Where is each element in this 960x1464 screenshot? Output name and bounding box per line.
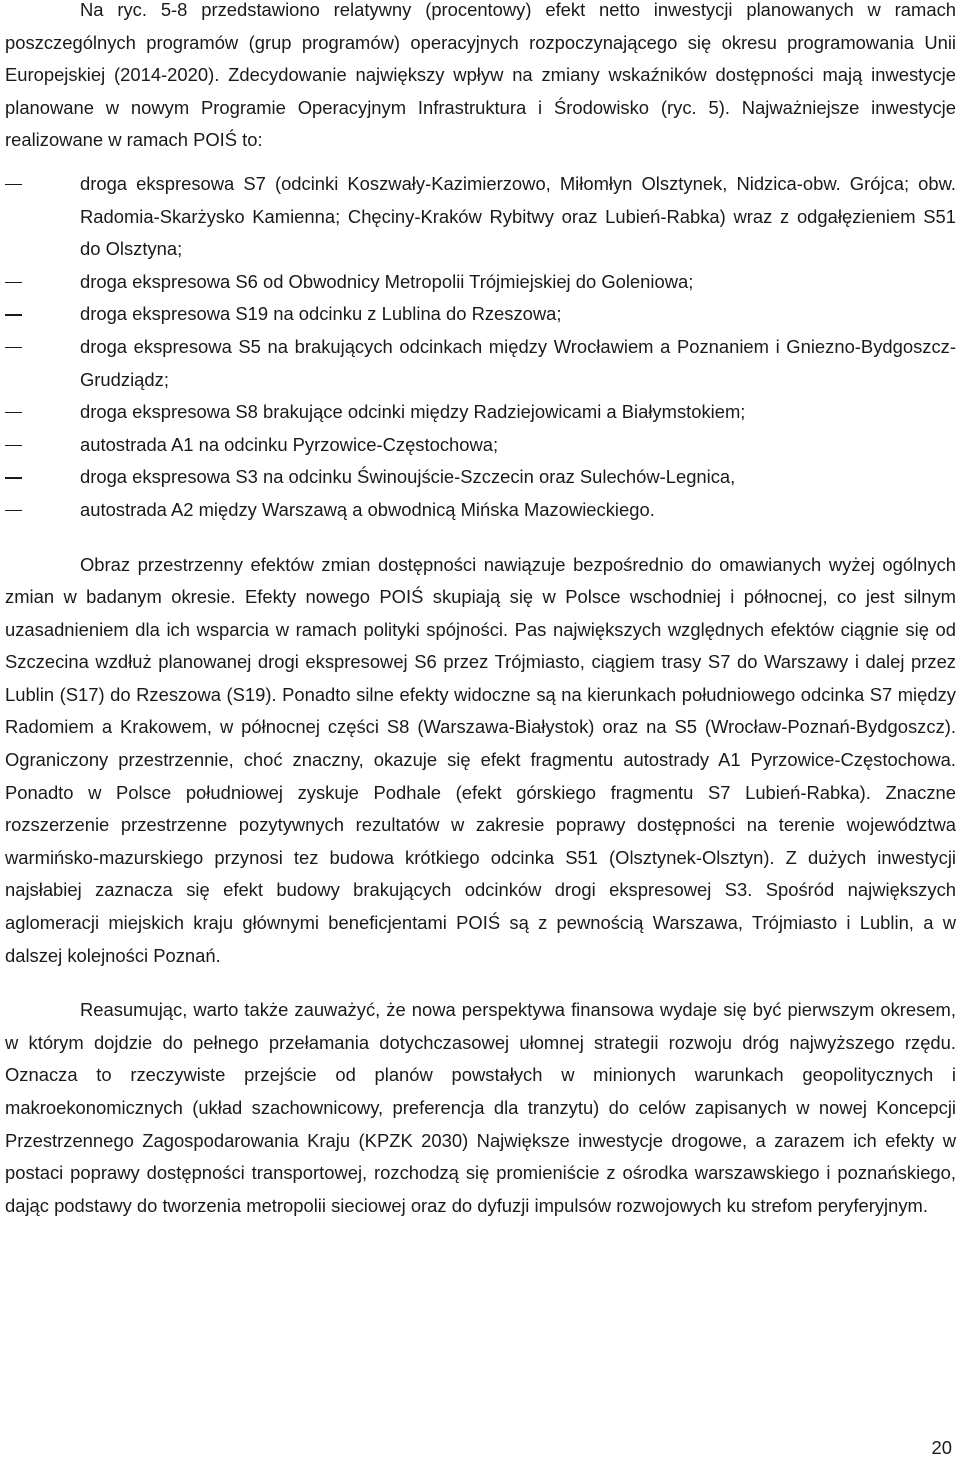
list-item — [5, 396, 956, 429]
list-item-text: droga ekspresowa S6 od Obwodnicy Metropolii Trójmiejskiej do Goleniowa; — [80, 270, 694, 292]
list-item — [5, 461, 956, 494]
summary-paragraph: Reasumując, warto także zauważyć, że nowa perspektywa finansowa wydaje się być pierwszym okresem, w którym dojdzie do pełnego przełamania dotychczasowej ułomnej strategii rozwoju dróg najwyższego rzędu. Oznacza to rzeczywiste przejście od planów powstałych w minionych warunkach geopolitycznych i makroekonomicznych (układ szachownicowy, preferencja dla tranzytu) do celów zapisanych w nowej Koncepcji Przestrzennego Zagospodarowania Kraju (KPZK 2030) Największe inwestycje drogowe, a zarazem ich efekty w postaci poprawy dostępności transportowej, rozchodzą się promieniście z ośrodka warszawskiego i poznańskiego, dając podstawy do tworzenia metropolii sieciowej oraz do dyfuzji impulsów rozwojowych ku strefom peryferyjnym. — [5, 999, 956, 1216]
list-item-text: droga ekspresowa S19 na odcinku z Lublina do Rzeszowa; — [80, 303, 562, 325]
list-item-text: droga ekspresowa S3 na odcinku Świnoujście-Szczecin oraz Sulechów-Legnica, — [80, 466, 736, 488]
list-item-text: autostrada A2 między Warszawą a obwodnicą Mińska Mazowieckiego. — [80, 498, 655, 520]
page-number: 20 — [931, 1437, 952, 1458]
list-item — [5, 494, 956, 527]
intro-paragraph: Na ryc. 5-8 przedstawiono relatywny (procentowy) efekt netto inwestycji planowanych w ramach poszczególnych programów (grup programów) operacyjnych rozpoczynającego się okresu programowania Unii Europejskiej (2014-2020). Zdecydowanie największy wpływ na zmiany wskaźników dostępności mają inwestycje planowane w nowym Programie Operacyjnym Infrastruktura i Środowisko (ryc. 5). Najważniejsze inwestycje realizowane w ramach POIŚ to: — [5, 0, 956, 151]
investment-list — [5, 168, 956, 527]
list-item-text: droga ekspresowa S8 brakujące odcinki między Radziejowicami a Białymstokiem; — [80, 401, 746, 423]
list-item-text: droga ekspresowa S5 na brakujących odcinkach między Wrocławiem a Poznaniem i Gniezno-Bydgoszcz-Grudziądz; — [80, 335, 956, 390]
list-item-text: autostrada A1 na odcinku Pyrzowice-Częstochowa; — [80, 433, 499, 455]
spatial-effects-paragraph: Obraz przestrzenny efektów zmian dostępności nawiązuje bezpośrednio do omawianych wyżej ogólnych zmian w badanym okresie. Efekty nowego POIŚ skupiają się w Polsce wschodniej i północnej, co jest silnym uzasadnieniem dla ich wsparcia w ramach polityki spójności. Pas największych względnych efektów ciągnie się od Szczecina wzdłuż planowanej drogi ekspresowej S6 przez Trójmiasto, ciągiem trasy S7 do Warszawy i dalej przez Lublin (S17) do Rzeszowa (S19). Ponadto silne efekty widoczne są na kierunkach południowego odcinka S7 między Radomiem a Krakowem, w północnej części S8 (Warszawa-Białystok) oraz na S5 (Wrocław-Poznań-Bydgoszcz). Ograniczony przestrzennie, choć znaczny, okazuje się efekt fragmentu autostrady A1 Pyrzowice-Częstochowa. Ponadto w Polsce południowej zyskuje Podhale (efekt górskiego fragmentu S7 Lubień-Rabka). Znaczne rozszerzenie przestrzenne pozytywnych rezultatów w zakresie poprawy dostępności na terenie województwa warmińsko-mazurskiego przynosi tez budowa krótkiego odcinka S51 (Olsztynek-Olsztyn). Z dużych inwestycji najsłabiej zaznacza się efekt budowy brakujących odcinków drogi ekspresowej S3. Spośród największych aglomeracji miejskich kraju głównymi beneficjentami POIŚ są z pewnością Warszawa, Trójmiasto i Lublin, a w dalszej kolejności Poznań. — [5, 553, 956, 966]
list-item — [5, 331, 956, 396]
list-item — [5, 429, 956, 462]
list-item — [5, 168, 956, 266]
document-page — [5, 0, 956, 1222]
list-item-text: droga ekspresowa S7 (odcinki Koszwały-Kazimierzowo, Miłomłyn Olsztynek, Nidzica-obw. Grójca; obw. Radomia-Skarżysko Kamienna; Chęciny-Kraków Rybitwy oraz Lubień-Rabka) wraz z odgałęzieniem S51 do Olsztyna; — [80, 172, 956, 260]
list-item — [5, 298, 956, 331]
list-item — [5, 266, 956, 299]
